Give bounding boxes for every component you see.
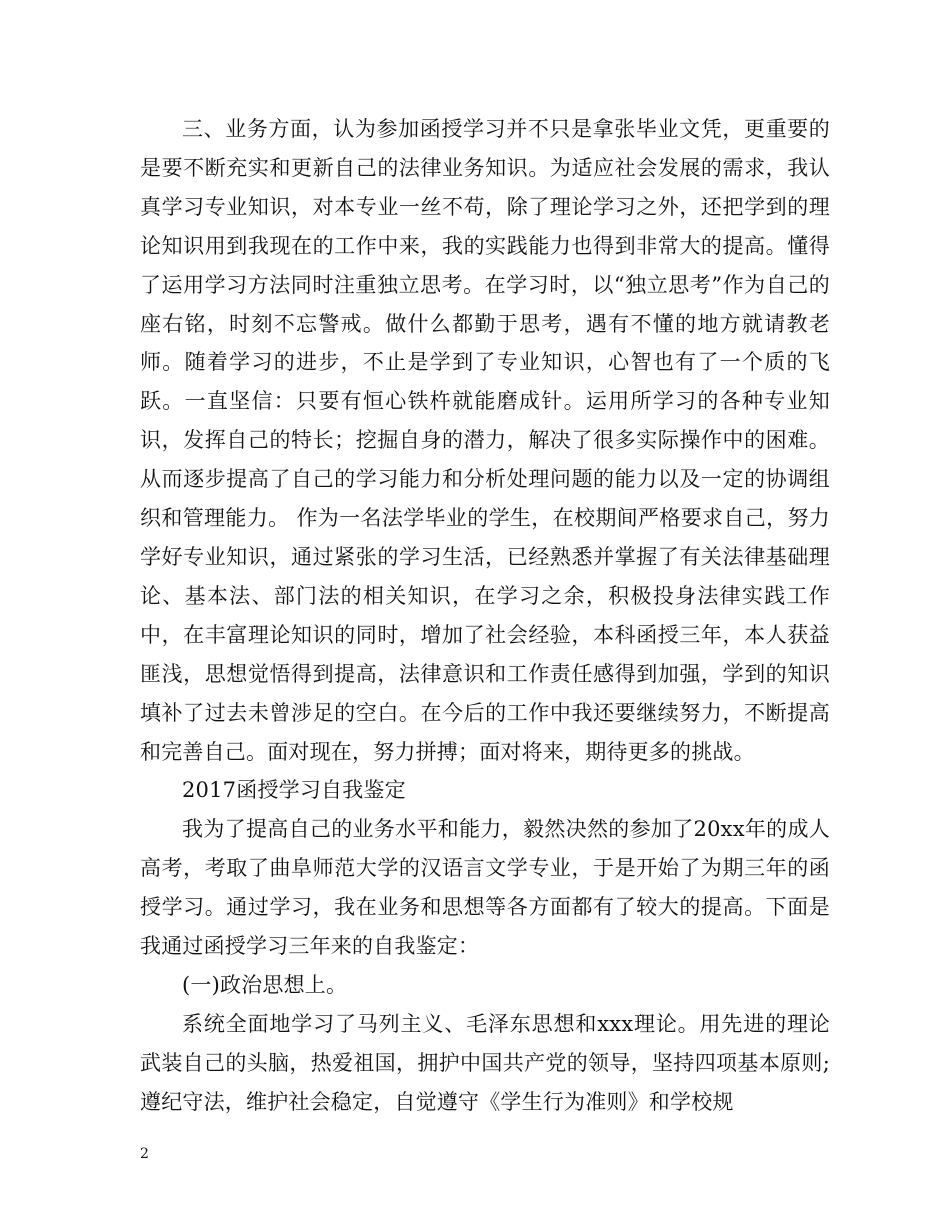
- paragraph-business: 三、业务方面，认为参加函授学习并不只是拿张毕业文凭，更重要的是要不断充实和更新自己的法律业务知识。为适应社会发展的需求，我认真学习专业知识，对本专业一丝不苟，除了理论学习之外，还把学到的理论知识用到我现在的工作中来，我的实践能力也得到非常大的提高。懂得了运用学习方法同时注重独立思考。在学习时，以“独立思考”作为自己的座右铭，时刻不忘警戒。做什么都勤于思考，遇有不懂的地方就请教老师。随着学习的进步，不止是学到了专业知识，心智也有了一个质的飞跃。一直坚信：只要有恒心铁杵就能磨成针。运用所学习的各种专业知识，发挥自己的特长；挖掘自身的潜力，解决了很多实际操作中的困难。从而逐步提高了自己的学习能力和分析处理问题的能力以及一定的协调组织和管理能力。 作为一名法学毕业的学生，在校期间严格要求自己，努力学好专业知识，通过紧张的学习生活，已经熟悉并掌握了有关法律基础理论、基本法、部门法的相关知识，在学习之余，积极投身法律实践工作中，在丰富理论知识的同时，增加了社会经验，本科函授三年，本人获益匪浅，思想觉悟得到提高，法律意识和工作责任感得到加强，学到的知识填补了过去未曾涉足的空白。在今后的工作中我还要继续努力，不断提高和完善自己。面对现在，努力拼搏；面对将来，期待更多的挑战。: [140, 117, 830, 764]
- page-number: 2: [140, 1146, 149, 1162]
- document-body: [140, 110, 830, 1122]
- section-heading: 2017函授学习自我鉴定: [182, 778, 406, 803]
- subheading-political: (一)政治思想上。: [182, 972, 348, 997]
- paragraph-political: 系统全面地学习了马列主义、毛泽东思想和xxx理论。用先进的理论武装自己的头脑，热爱祖国，拥护中国共产党的领导，坚持四项基本原则;遵纪守法，维护社会稳定，自觉遵守《学生行为准则》和学校规: [140, 1011, 830, 1114]
- paragraph-intro: 我为了提高自己的业务水平和能力，毅然决然的参加了20xx年的成人高考，考取了曲阜师范大学的汉语言文学专业，于是开始了为期三年的函授学习。通过学习，我在业务和思想等各方面都有了较大的提高。下面是我通过函授学习三年来的自我鉴定：: [140, 817, 830, 959]
